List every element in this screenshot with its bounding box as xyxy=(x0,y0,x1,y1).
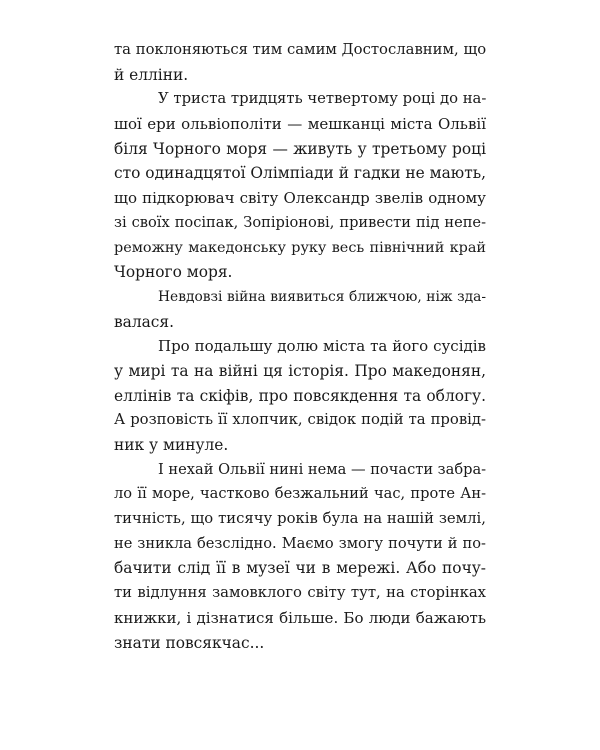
text-line: ти відлуння замовклого світу тут, на сторінках xyxy=(114,584,486,602)
text-line: що підкорювач світу Олександр звелів одному xyxy=(114,189,486,208)
text-line: Про подальшу долю міста та його сусідів xyxy=(158,337,486,356)
book-page-text xyxy=(114,38,486,655)
text-line: У триста тридцять четвертому році до на- xyxy=(158,90,487,108)
text-line: Невдовзі війна виявиться ближчою, ніж зда- xyxy=(158,288,486,305)
text-line: бачити слід її в музеї чи в мережі. Або почу- xyxy=(114,559,486,578)
text-line: еллінів та скіфів, про повсякдення та облогу. xyxy=(114,386,486,405)
text-line: ник у минуле. xyxy=(114,436,229,454)
text-line: зі своїх посіпак, Зопіріонові, привести під непе- xyxy=(114,213,486,231)
text-line: знати повсякчас... xyxy=(114,633,265,652)
text-line: шої ери ольвіополіти — мешканці міста Ольвії xyxy=(114,115,486,134)
text-line: не зникла безслідно. Маємо змогу почути й по- xyxy=(114,534,486,552)
text-line: А розповість її хлопчик, свідок подій та провід- xyxy=(114,411,486,429)
text-line: та поклоняються тим самим Достославним, що xyxy=(114,41,487,58)
paragraph xyxy=(114,38,486,87)
text-line: й елліни. xyxy=(114,65,189,84)
text-line: І нехай Ольвії нині нема — почасти забра- xyxy=(158,460,487,478)
text-line: валася. xyxy=(114,312,175,331)
paragraph xyxy=(114,285,486,334)
paragraph xyxy=(114,334,486,457)
text-line: у мирі та на війні ця історія. Про македонян, xyxy=(114,361,486,380)
paragraph xyxy=(114,458,486,656)
text-line: ло її море, частково безжальний час, проте Ан- xyxy=(114,485,486,503)
paragraph xyxy=(114,87,486,285)
text-line: реможну македонську руку весь північний край xyxy=(114,239,486,256)
text-line: Чорного моря. xyxy=(114,263,233,282)
text-line: тичність, що тисячу років була на нашій землі, xyxy=(114,510,486,528)
text-line: сто одинадцятої Олімпіади й гадки не мають, xyxy=(114,164,486,183)
text-line: біля Чорного моря — живуть у третьому році xyxy=(114,139,486,158)
text-line: книжки, і дізнатися більше. Бо люди бажають xyxy=(114,608,486,627)
